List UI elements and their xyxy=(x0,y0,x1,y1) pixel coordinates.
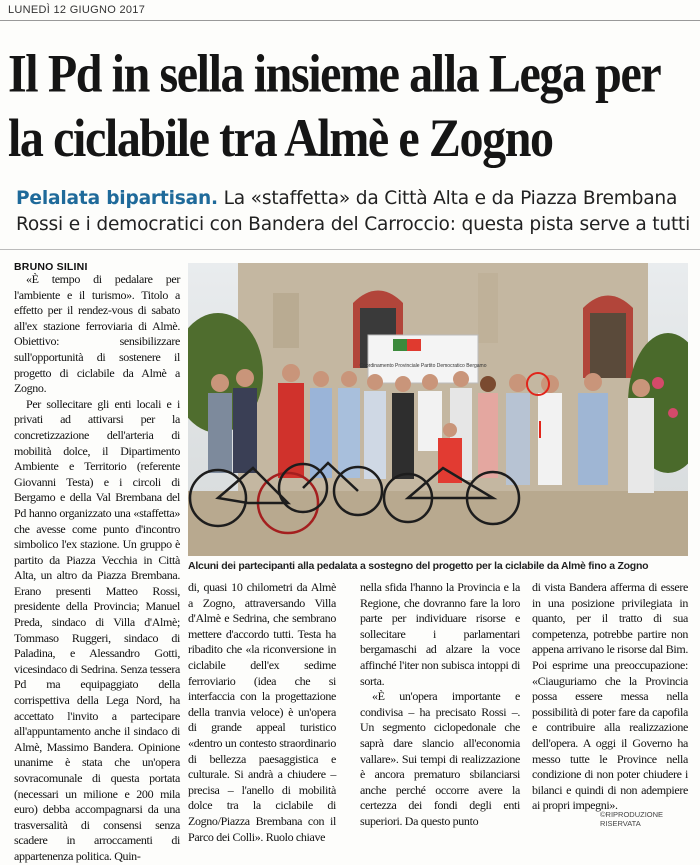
photo-caption: Alcuni dei partecipanti alla pedalata a sostegno del progetto per la ciclabile da Almè fino a Zogno xyxy=(188,560,649,572)
group-photo xyxy=(188,263,688,556)
dateline: LUNEDÌ 12 GIUGNO 2017 xyxy=(8,4,146,16)
article-column-4 xyxy=(532,580,688,814)
subheadline-text: La «staffetta» da Città Alta e da Piazza Brembana Rossi e i democratici con Bandera del Carroccio: questa pista serve a tutti xyxy=(16,188,691,235)
section-rule xyxy=(0,249,700,250)
paragraph: «È un'opera importante e condivisa – ha precisato Rossi –. Un segmento ciclopedonale che saprà dare slancio all'economia vallare». Sui tempi di realizzazione è ancora prematuro sbilanciarsi anche perché occorre avere la certezza dei fondi degli enti superiori. Da questo punto xyxy=(360,689,520,828)
paragraph: di vista Bandera afferma di essere in una posizione privilegiata in quanto, per il tratto di sua competenza, potrebbe partire non appena arrivano le risorse dal Bim. Poi esprime una preoccupazione: «Ciauguriamo che la Provincia possa essere messa nella possibilità di poter fare da capofila e contribuire alla realizzazione dell'opera. A oggi il Governo ha messo tutte le Province nella condizione di non poter chiudere i bilanci e quindi di non adempiere ai propri impegni». xyxy=(532,580,688,813)
paragraph: nella sfida l'hanno la Provincia e la Regione, che dovranno fare la loro parte per individuare risorse e sollecitare i parlamentari bergamaschi ad alzare la voce affinché l'iter non subisca intoppi di sorta. xyxy=(360,580,520,688)
top-rule xyxy=(0,20,700,21)
article-column-1 xyxy=(14,272,180,865)
paragraph: «È tempo di pedalare per l'ambiente e il turismo». Titolo a effetto per il rendez-vous di sabato all'ex stazione ferroviaria di Almè. Obiettivo: sensibilizzare sull'opportunità di sostenere il progetto di ciclabile da Almè a Zogno. xyxy=(14,272,180,396)
subheadline-kicker: Pelalata bipartisan. xyxy=(16,188,218,209)
reproduction-notice: ©RIPRODUZIONE RISERVATA xyxy=(600,810,664,828)
ground xyxy=(188,491,688,556)
byline: BRUNO SILINI xyxy=(14,261,88,273)
paragraph: Per sollecitare gli enti locali e i privati ad attivarsi per la concretizzazione dell'arteria di mobilità dolce, il Dipartimento Ambiente e Territorio (referente Giovanni Testa) e i circoli di Bergamo e della Val Brembana del Pd hanno organizzato una «staffetta» che avesse come punto d'incontro simbolico l'ex stazione. Un gruppo è partito da Piazza Vecchia in Città Alta, un altro da Piazza Brembana. Erano presenti Matteo Rossi, presidente della Provincia; Manuel Preda, sindaco di Villa d'Almè; Tommaso Ruggeri, sindaco di Paladina, e Alessandro Gotti, vicesindaco di Sedrina. Senza tessera Pd ma equipaggiato della corrispettiva della Lega Nord, ha accettato l'invito a partecipare all'appuntamento anche il sindaco di Almè, Massimo Bandera. Opinione unanime è stata che un'opera sovracomunale di questa portata (necessari un milione e 200 mila euro) debba accompagnarsi da una trasversalità di consensi senza scadere in arroccamenti di appartenenza politica. Quin- xyxy=(14,396,180,863)
group-photo-drawing xyxy=(188,263,688,556)
paragraph: di, quasi 10 chilometri da Almè a Zogno, attraversando Villa d'Almè e Sedrina, che sembrano mettere d'accordo tutti. Testa ha ribadito che «la riconversione in ciclabile dell'ex sedime ferroviario (idea che si interfaccia con la progettazione della tranvia veloce) è un'opera di grande appeal turistico «dentro un contesto straordinario di bellezza paesaggistica e culturale. Si andrà a chiudere – precisa – l'anello di mobilità dolce tra la ciclabile di Zogno/Piazza Brembana con il Parco dei Colli». Ruolo chiave xyxy=(188,580,336,844)
subheadline xyxy=(16,186,696,238)
article-column-2 xyxy=(188,580,336,845)
banner-text: Coordinamento Provinciale Partito Democratico Bergamo xyxy=(359,363,487,369)
article-column-3 xyxy=(360,580,520,830)
headline: Il Pd in sella insieme alla Lega per la ciclabile tra Almè e Zogno xyxy=(8,44,660,169)
arched-window xyxy=(583,296,633,379)
